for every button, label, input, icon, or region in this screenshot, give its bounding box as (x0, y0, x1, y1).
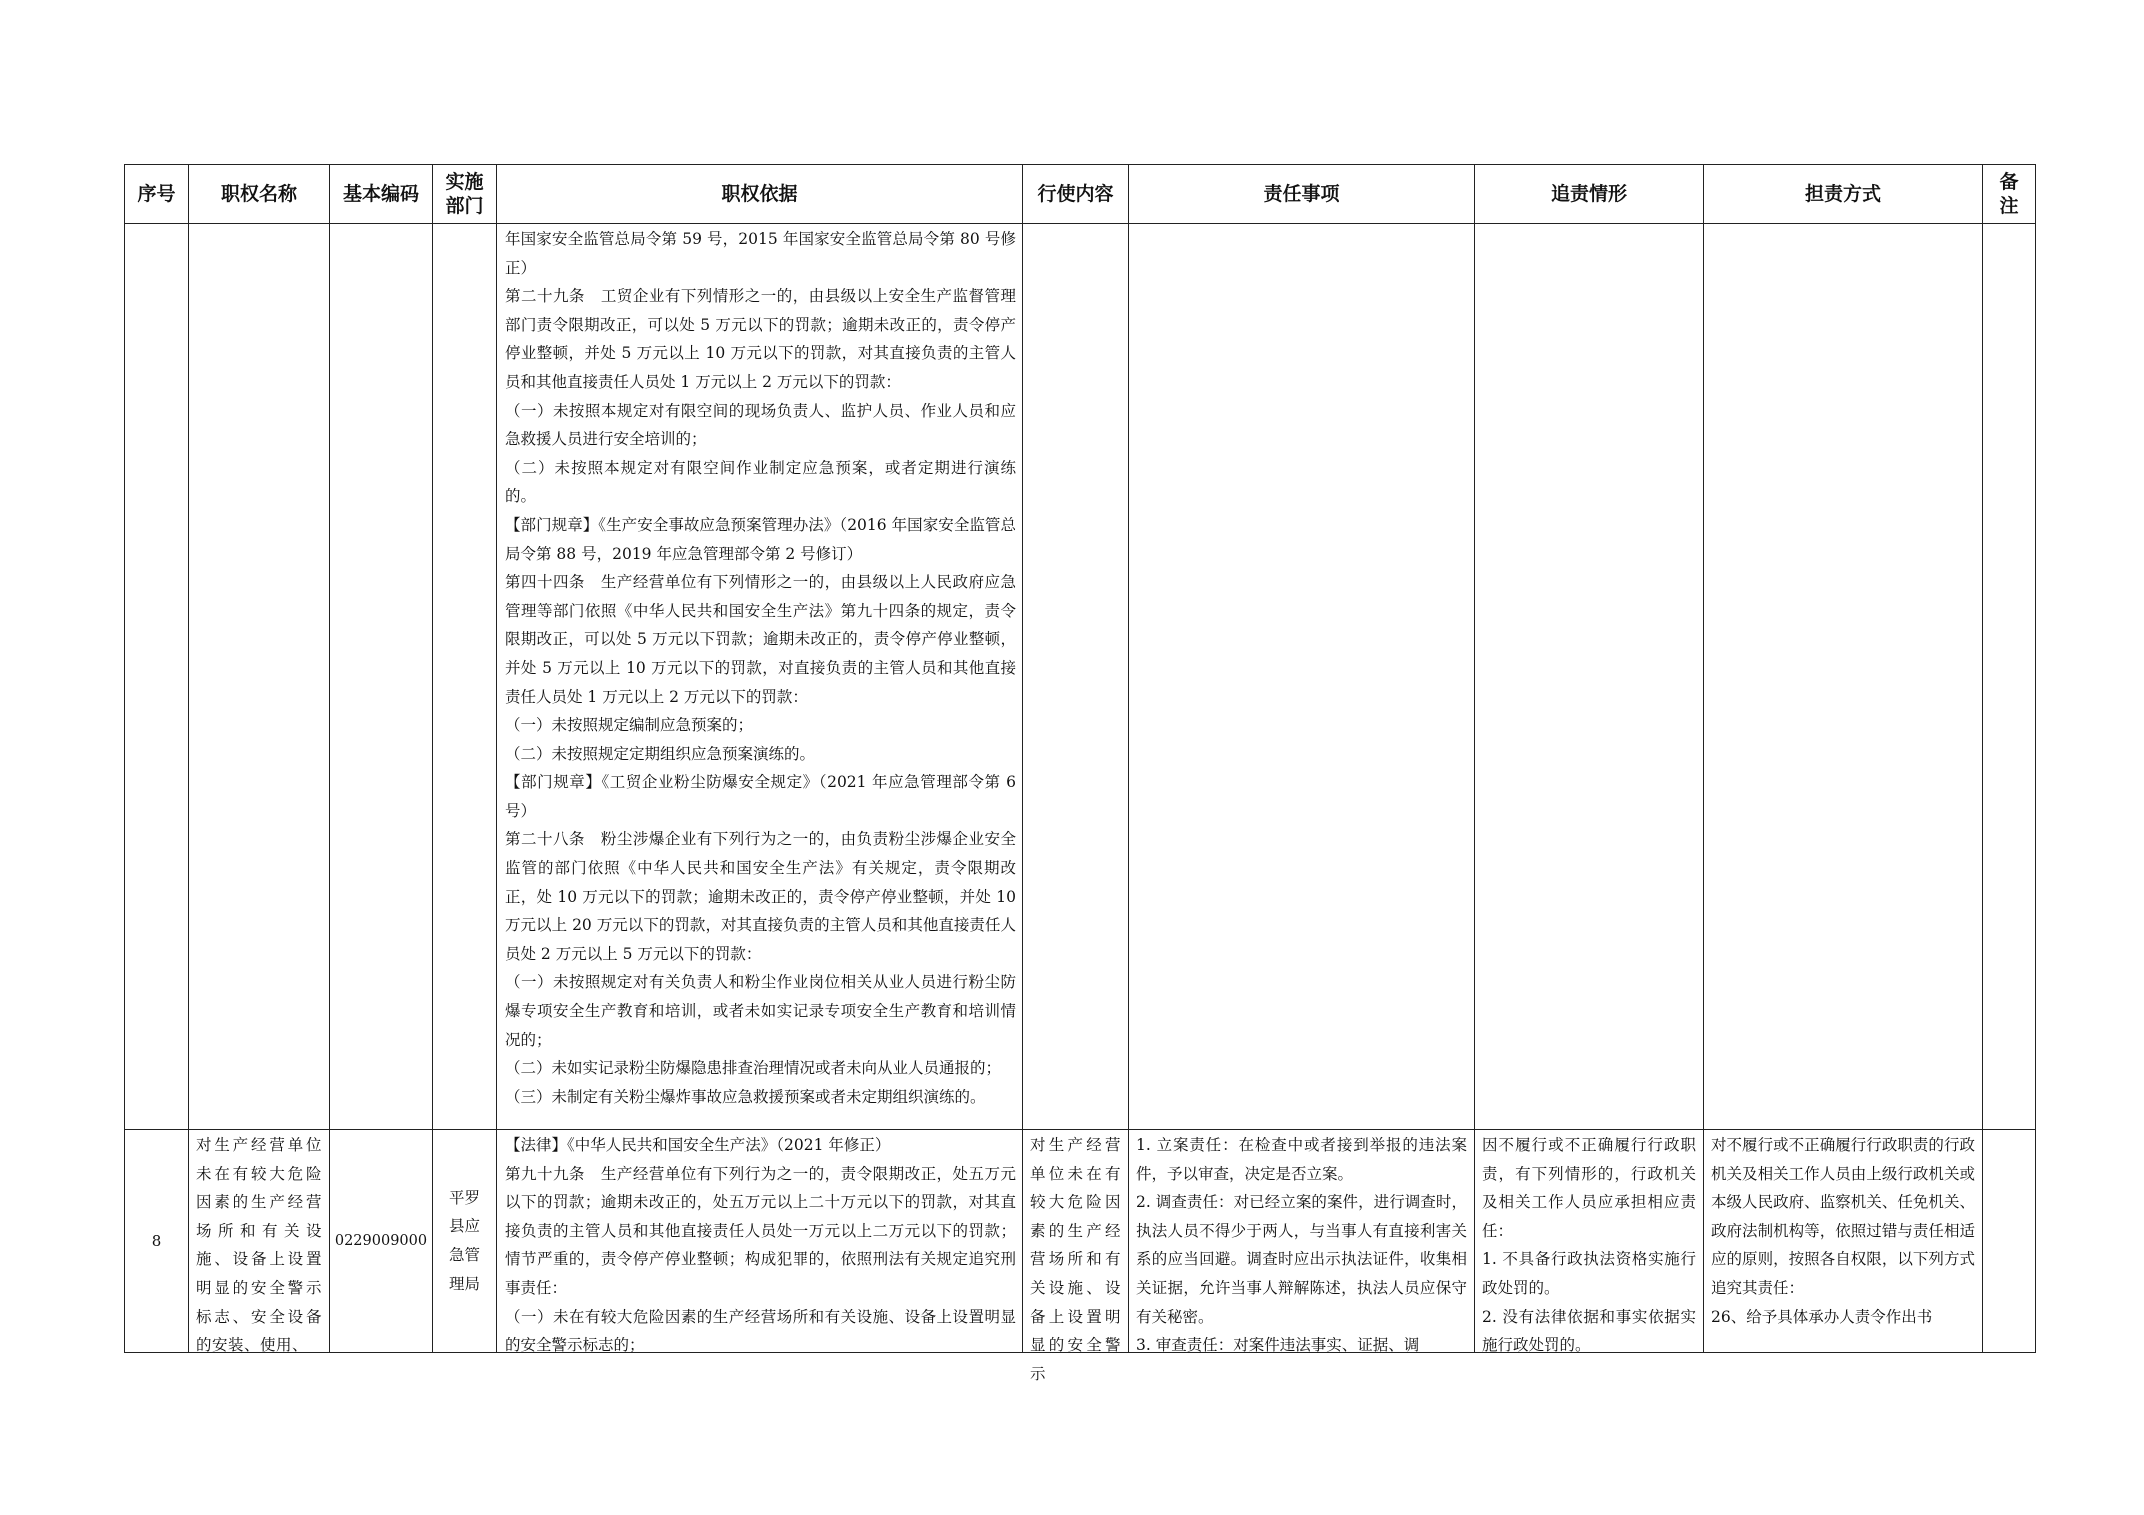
cell-seq (125, 1130, 189, 1353)
cell-method (1704, 1130, 1983, 1353)
basis-paragraph: 【法律】《中华人民共和国安全生产法》（2021 年修正） (505, 1136, 891, 1154)
header-accountability: 追责情形 (1475, 165, 1704, 224)
cell-dept (433, 1130, 497, 1353)
header-seq: 序号 (125, 165, 189, 224)
duty-paragraph: 3. 审查责任：对案件违法事实、证据、调 (1136, 1336, 1420, 1355)
basis-paragraph: （三）未制定有关粉尘爆炸事故应急救援预案或者未定期组织演练的。 (505, 1087, 986, 1106)
accountability-paragraph: 2. 没有法律依据和事实依据实施行政处罚的。 (1482, 1307, 1696, 1355)
cell-remarks (1983, 224, 2036, 1130)
row-seq: 8 (151, 1232, 162, 1251)
row-name: 对生产经营单位未在有较大危险因素的生产经营场所和有关设施、设备上设置明显的安全警示标志、安全设备的安装、使用、 (196, 1136, 322, 1355)
cell-remarks (1983, 1130, 2036, 1353)
basis-paragraph: 第二十八条 粉尘涉爆企业有下列行为之一的，由负责粉尘涉爆企业安全监管的部门依照《中华人民共和国安全生产法》有关规定，责令限期改正，处 10 万元以下的罚款；逾期未改正的，责令停产停业整顿，并处 10 万元以上 20 万元以下的罚款，对其直接负责的主管人员和其他直接责任人员处 2 万元以上 5 万元以下的罚款： (505, 830, 1021, 963)
table-row (125, 1130, 2036, 1353)
header-dept: 实施 部门 (433, 165, 497, 224)
row-code: 0229009000 (334, 1232, 428, 1249)
table-header-row (125, 165, 2036, 224)
table-row (125, 224, 2036, 1130)
accountability-paragraph: 1. 不具备行政执法资格实施行政处罚的。 (1482, 1250, 1696, 1297)
header-duty: 责任事项 (1129, 165, 1475, 224)
basis-paragraph: 第四十四条 生产经营单位有下列情形之一的，由县级以上人民政府应急管理等部门依照《中华人民共和国安全生产法》第九十四条的规定，责令限期改正，可以处 5 万元以下罚款；逾期未改正的，责令停产停业整顿，并处 5 万元以上 10 万元以下的罚款，对直接负责的主管人员和其他直接责任人员处 1 万元以上 2 万元以下的罚款： (505, 573, 1016, 706)
basis-paragraph: （一）未按照本规定对有限空间的现场负责人、监护人员、作业人员和应急救援人员进行安全培训的； (505, 401, 1016, 449)
method-paragraph: 对不履行或不正确履行行政职责的行政机关及相关工作人员由上级行政机关或本级人民政府、监察机关、任免机关、政府法制机构等，依照过错与责任相适应的原则，按照各自权限，以下列方式追究其责任： (1711, 1136, 1975, 1297)
cell-seq (125, 224, 189, 1130)
basis-paragraph: 第九十九条 生产经营单位有下列行为之一的，责令限期改正，处五万元以下的罚款；逾期未改正的，处五万元以上二十万元以下的罚款，对其直接负责的主管人员和其他直接责任人员处一万元以上二万元以下的罚款；情节严重的，责令停产停业整顿；构成犯罪的，依照刑法有关规定追究刑事责任： (505, 1164, 1016, 1297)
cell-accountability (1475, 1130, 1704, 1353)
header-basis: 职权依据 (497, 165, 1023, 224)
basis-paragraph: 第二十九条 工贸企业有下列情形之一的，由县级以上安全生产监督管理部门责令限期改正，可以处 5 万元以下的罚款；逾期未改正的，责令停产停业整顿，并处 5 万元以上 10 万元以下的罚款，对其直接负责的主管人员和其他直接责任人员处 1 万元以上 2 万元以下的罚款： (505, 287, 1016, 391)
cell-content (1023, 1130, 1129, 1383)
basis-paragraph: （二）未按照本规定对有限空间作业制定应急预案，或者定期进行演练的。 (505, 458, 1016, 506)
basis-paragraph: 【部门规章】《工贸企业粉尘防爆安全规定》（2021 年应急管理部令第 6 号） (505, 773, 1021, 820)
cell-content (1023, 224, 1129, 1130)
basis-paragraph: （一）未按照规定编制应急预案的； (505, 716, 754, 735)
duty-paragraph: 1. 立案责任：在检查中或者接到举报的违法案件，予以审查，决定是否立案。 (1136, 1136, 1467, 1183)
basis-paragraph: 【部门规章】《生产安全事故应急预案管理办法》（2016 年国家安全监管总局令第 88 号，2019 年应急管理部令第 2 号修订） (505, 515, 1016, 563)
cell-accountability (1475, 224, 1704, 1130)
duty-paragraph: 2. 调查责任：对已经立案的案件，进行调查时，执法人员不得少于两人，与当事人有直接利害关系的应当回避。调查时应出示执法证件，收集相关证据，允许当事人辩解陈述，执法人员应保守有关秘密。 (1136, 1193, 1467, 1326)
basis-paragraph: （二）未如实记录粉尘防爆隐患排查治理情况或者未向从业人员通报的； (505, 1059, 1002, 1078)
cell-name (189, 1130, 330, 1353)
basis-paragraph: （一）未按照规定对有关负责人和粉尘作业岗位相关从业人员进行粉尘防爆专项安全生产教育和培训，或者未如实记录专项安全生产教育和培训情况的； (505, 973, 1016, 1049)
cell-dept (433, 224, 497, 1130)
cell-duty (1129, 1130, 1475, 1353)
header-method: 担责方式 (1704, 165, 1983, 224)
cell-code (330, 224, 433, 1130)
basis-paragraph: （二）未按照规定定期组织应急预案演练的。 (505, 744, 816, 763)
row-dept: 平罗县应急管理局 (448, 1188, 480, 1293)
row-content: 对生产经营单位未在有较大危险因素的生产经营场所和有关设施、设备上设置明显的安全警示 (1030, 1136, 1121, 1383)
header-code: 基本编码 (330, 165, 433, 224)
accountability-paragraph: 因不履行或不正确履行行政职责，有下列情形的，行政机关及相关工作人员应承担相应责任： (1482, 1136, 1696, 1240)
header-remarks: 备 注 (1983, 165, 2036, 224)
cell-name (189, 224, 330, 1130)
basis-paragraph: 年国家安全监管总局令第 59 号，2015 年国家安全监管总局令第 80 号修正） (505, 230, 1016, 277)
header-content: 行使内容 (1023, 165, 1129, 224)
method-paragraph: 26、给予具体承办人责令作出书 (1711, 1307, 1933, 1326)
header-name: 职权名称 (189, 165, 330, 224)
responsibility-table (124, 164, 2036, 1383)
basis-paragraph: （一）未在有较大危险因素的生产经营场所和有关设施、设备上设置明显的安全警示标志的； (505, 1307, 1016, 1355)
cell-duty (1129, 224, 1475, 1130)
cell-method (1704, 224, 1983, 1130)
cell-basis (497, 1130, 1023, 1353)
cell-basis (497, 224, 1023, 1130)
cell-code (330, 1130, 433, 1353)
